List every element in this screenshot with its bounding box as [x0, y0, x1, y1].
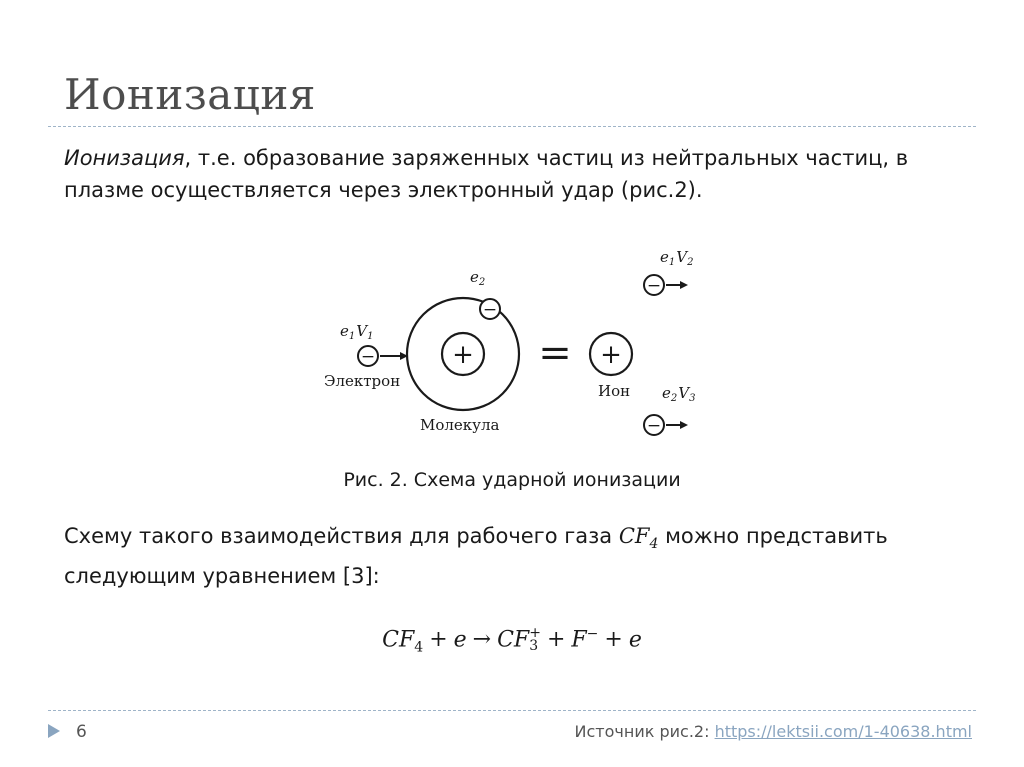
- svg-text:−: −: [646, 416, 662, 436]
- outgoing-arrowhead-bottom: [680, 421, 688, 429]
- title-divider: [48, 126, 976, 127]
- molecule-nucleus: [442, 333, 484, 375]
- molecule-word: Молекула: [420, 416, 500, 434]
- svg-text:−: −: [646, 276, 662, 296]
- orbit-electron: [480, 299, 500, 320]
- ionization-equation: $CF_4 + e$ → CF + 3 + F− + e: [382, 625, 642, 656]
- svg-text:−: −: [360, 347, 376, 367]
- outgoing-electron-bottom: [644, 415, 664, 436]
- source-link[interactable]: https://lektsii.com/1-40638.html: [714, 722, 972, 741]
- outgoing-electron-top: [644, 275, 664, 296]
- slide-title: Ионизация: [64, 70, 316, 119]
- footer-divider: [48, 710, 976, 711]
- para2-text-after: можно представить следующим уравнением [3]:: [64, 524, 888, 589]
- page-number: 6: [76, 722, 87, 742]
- source-note: [575, 722, 972, 741]
- incoming-electron: [358, 346, 378, 367]
- para2-text-before: Схему такого взаимодействия для рабочего газа: [64, 524, 619, 548]
- ion: [590, 333, 632, 375]
- inline-formula: $CF_4$: [618, 524, 659, 553]
- orbit-electron-label: $e_2$: [470, 268, 486, 288]
- ion-word: Ион: [598, 382, 631, 400]
- electron-out-bottom-label: $e_2V_3$: [662, 384, 696, 404]
- slide-marker-arrow-icon: [46, 722, 62, 740]
- intro-paragraph: [64, 142, 984, 206]
- figure-caption: Рис. 2. Схема ударной ионизации: [343, 469, 681, 491]
- equation-intro-paragraph: [64, 520, 984, 592]
- svg-text:+: +: [600, 340, 622, 370]
- svg-text:+: +: [452, 340, 474, 370]
- electron-word: Электрон: [324, 372, 401, 390]
- electron-in-label: $e_1V_1$: [340, 322, 374, 342]
- electron-out-top-label: $e_1V_2$: [660, 248, 694, 268]
- equals-sign: =: [538, 330, 572, 376]
- svg-text:−: −: [482, 300, 498, 320]
- outgoing-arrowhead-top: [680, 281, 688, 289]
- impact-ionization-diagram: [310, 248, 720, 454]
- intro-term: Ионизация: [64, 146, 185, 170]
- intro-text: , т.е. образование заряженных частиц из нейтральных частиц, в плазме осуществляется через электронный удар (рис.2).: [64, 146, 909, 202]
- source-label: Источник рис.2:: [574, 722, 715, 741]
